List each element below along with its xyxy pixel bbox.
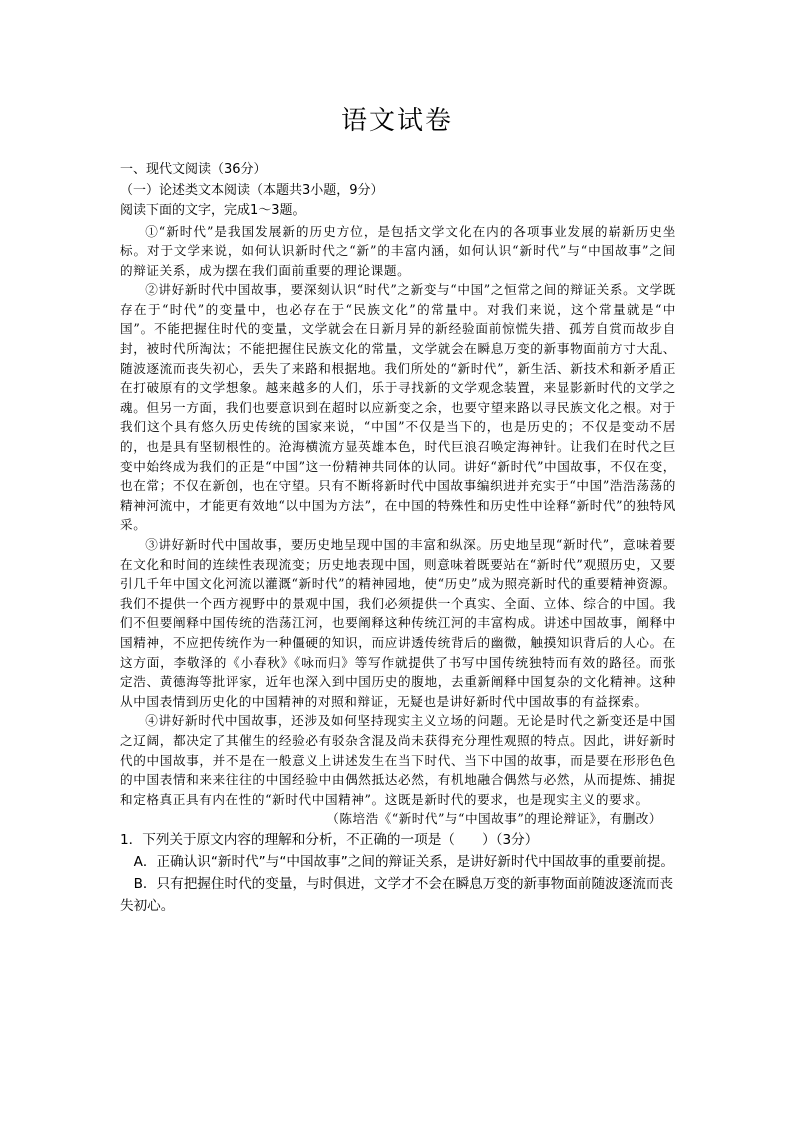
question-1-option-b: B．只有把握住时代的变量，与时俱进，文学才不会在瞬息万变的新事物面前随波逐流而丧失初心。	[120, 876, 674, 915]
passage-paragraph-2: ②讲好新时代中国故事，要深刻认识“时代”之新变与“中国”之恒常之间的辩证关系。文学既存在于“时代”的变量中，也必存在于“民族文化”的常量中。对我们来说，这个常量就是“中国”。不能把握住时代的变量，文学就会在日新月异的新经验面前惊慌失措、孤芳自赏而故步自封，被时代所淘汰；不能把握住民族文化的常量，文学就会在瞬息万变的新事物面前方寸大乱、随波逐流而丧失初心，丢失了来路和根据地。我们所处的“新时代”，新生活、新技术和新矛盾正在打破原有的文学想象。越来越多的人们，乐于寻找新的文学观念装置，来显影新时代的文学之魂。但另一方面，我们也要意识到在超时以应新变之余，也要守望来路以寻民族文化之根。对于我们这个具有悠久历史传统的国家来说，“中国”不仅是当下的，也是历史的；不仅是变动不居的，也是具有坚韧根性的。沧海横流方显英雄本色，时代巨浪召唤定海神针。让我们在时代之巨变中始终成为我们的正是“中国”这一份精神共同体的认同。讲好“新时代”中国故事，不仅在变，也在常；不仅在新创，也在守望。只有不断将新时代中国故事编织进并充实于“中国”浩浩荡荡的精神河流中，才能更有效地“以中国为方法”，在中国的特殊性和历史性中诠释“新时代”的独特风采。	[120, 282, 676, 533]
passage-paragraph-3: ③讲好新时代中国故事，要历史地呈现中国的丰富和纵深。历史地呈现“新时代”，意味着要在文化和时间的连续性表现流变；历史地表现中国，则意味着既要站在“新时代”观照历史，又要引几千年中国文化河流以灌溉“新时代”的精神园地，使“历史”成为照亮新时代的重要精神资源。我们不提供一个西方视野中的景观中国，我们必须提供一个真实、全面、立体、综合的中国。我们不但要阐释中国传统的浩荡江河，也要阐释这种传统江河的丰富构成。讲述中国故事，阐释中国精神，不应把传统作为一种僵硬的知识，而应讲透传统背后的幽微，触摸知识背后的人心。在这方面，李敬泽的《小春秋》《咏而归》等写作就提供了书写中国传统独特而有效的路径。而张定浩、黄德海等批评家，近年也深入到中国历史的腹地，去重新阐释中国复杂的文化精神。这种从中国表情到历史化的中国精神的对照和辩证，无疑也是讲好新时代中国故事的有益探索。	[120, 537, 676, 709]
page-title: 语文试卷	[340, 106, 453, 136]
passage-source: （陈培浩《“新时代”与“中国故事”的理论辩证》，有删改）	[326, 811, 662, 827]
exam-content	[120, 160, 676, 917]
passage-paragraph-4: ④讲好新时代中国故事，还涉及如何坚持现实主义立场的问题。无论是时代之新变还是中国之辽阔，都决定了其催生的经验必有驳杂含混及尚未获得充分理性观照的特点。因此，讲好新时代的中国故事，并不是在一般意义上讲述发生在当下时代、当下中国的故事，而是要在形形色色的中国表情和来来往往的中国经验中由偶然抵达必然，有机地融合偶然与必然，从而提炼、捕捉和定格真正具有内在性的“新时代中国精神”。这既是新时代的要求，也是现实主义的要求。	[120, 713, 676, 807]
question-1-option-a: A．正确认识“新时代”与“中国故事”之间的辩证关系，是讲好新时代中国故事的重要前提。	[133, 854, 675, 871]
section-heading: 一、现代文阅读（36分）	[120, 162, 267, 177]
passage-paragraph-1: ①“新时代”是我国发展新的历史方位，是包括文学文化在内的各项事业发展的崭新历史坐标。对于文学来说，如何认识新时代之“新”的丰富内涵，如何认识“新时代”与“中国故事”之间的辩证关系，成为摆在我们面前重要的理论课题。	[120, 223, 676, 278]
subsection-heading: （一）论述类文本阅读（本题共3小题，9分）	[120, 182, 384, 198]
reading-instruction: 阅读下面的文字，完成1～3题。	[120, 203, 306, 218]
question-1-stem: 1．下列关于原文内容的理解和分析，不正确的一项是（ ）（3分）	[120, 832, 539, 849]
